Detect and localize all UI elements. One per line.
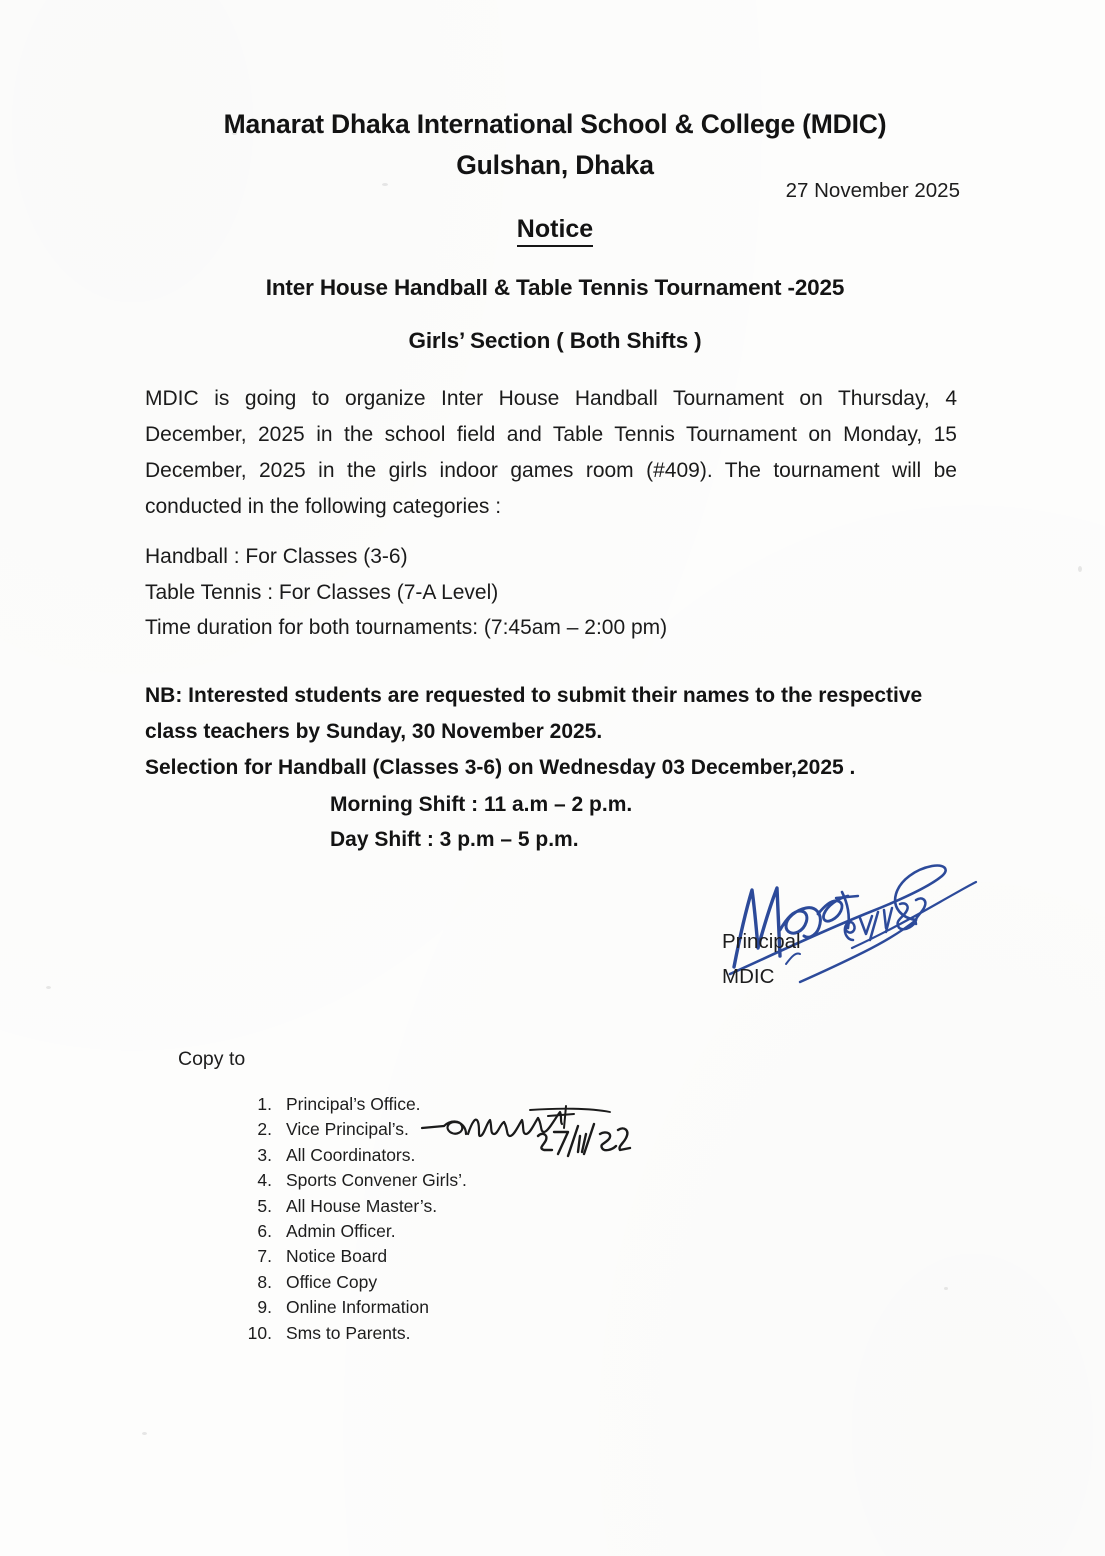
- nb-note: [145, 678, 960, 786]
- list-item-number: 1.: [257, 1094, 272, 1114]
- category-list: [145, 539, 957, 646]
- organization-name: Manarat Dhaka International School & College (MDIC): [223, 109, 887, 139]
- category-handball: Handball : For Classes (3-6): [145, 545, 408, 568]
- day-shift-line: Day Shift : 3 p.m – 5 p.m.: [330, 828, 579, 851]
- organization-header: [140, 104, 970, 186]
- list-item-label: Sms to Parents.: [286, 1322, 411, 1343]
- list-item-number: 8.: [257, 1271, 272, 1292]
- nb-submission-line: NB: Interested students are requested to submit their names to the respective class teachers by Sunday, 30 November 2025.: [145, 684, 923, 743]
- list-item-label: Vice Principal’s.: [286, 1119, 409, 1140]
- scan-speck: [46, 986, 51, 989]
- list-item-number: 5.: [257, 1195, 272, 1216]
- morning-shift-line: Morning Shift : 11 a.m – 2 p.m.: [330, 793, 633, 816]
- nb-selection-line: Selection for Handball (Classes 3-6) on Wednesday 03 December,2025 .: [145, 756, 856, 779]
- principal-signature-block: [700, 852, 1000, 1012]
- list-item-label: Sports Convener Girls’.: [286, 1170, 467, 1191]
- list-item-number: 2.: [257, 1119, 272, 1140]
- signature-title: Principal: [722, 930, 801, 953]
- list-item: [232, 1143, 652, 1168]
- list-item: [232, 1295, 652, 1320]
- list-item: [232, 1219, 652, 1244]
- notice-date: 27 November 2025: [785, 179, 960, 202]
- list-item: [232, 1321, 652, 1346]
- list-item: [232, 1270, 652, 1295]
- list-item-label: Notice Board: [286, 1246, 388, 1267]
- scan-speck: [944, 1287, 948, 1290]
- list-item-number: 7.: [257, 1246, 272, 1267]
- list-item-label: Admin Officer.: [286, 1221, 396, 1242]
- category-time-duration: Time duration for both tournaments: (7:45am – 2:00 pm): [145, 616, 668, 639]
- list-item-number: 9.: [257, 1297, 272, 1318]
- list-item-number: 3.: [257, 1144, 272, 1165]
- copy-to-label: Copy to: [178, 1048, 246, 1070]
- scan-speck: [1078, 566, 1082, 572]
- list-item-label: All House Master’s.: [286, 1195, 438, 1216]
- copy-to-list: [232, 1092, 652, 1346]
- list-item-number: 10.: [247, 1322, 272, 1343]
- list-item-label: Online Information: [286, 1297, 429, 1318]
- list-item-label: Principal’s Office.: [286, 1094, 421, 1114]
- body-paragraph: MDIC is going to organize Inter House Handball Tournament on Thursday, 4 December, 2025 in the school field and Table Tennis Tournament on Monday, 15 December, 2025 in the girls indoor games room (#409). The tournament will be conducted in the following categories :: [145, 387, 957, 518]
- list-item: [232, 1092, 652, 1117]
- category-table-tennis: Table Tennis : For Classes (7-A Level): [145, 580, 499, 604]
- list-item-label: Office Copy: [286, 1271, 378, 1292]
- section-subtitle: Girls’ Section ( Both Shifts ): [408, 328, 702, 353]
- list-item: [232, 1194, 652, 1219]
- list-item-number: 6.: [257, 1221, 272, 1242]
- list-item-number: 4.: [257, 1170, 272, 1191]
- scan-speck: [142, 1432, 147, 1435]
- list-item: [232, 1117, 652, 1142]
- list-item: [232, 1168, 652, 1193]
- list-item-label: All Coordinators.: [286, 1144, 416, 1165]
- shift-timings: [330, 787, 930, 857]
- list-item: [232, 1244, 652, 1269]
- signature-institution: MDIC: [722, 965, 775, 988]
- organization-location: Gulshan, Dhaka: [456, 150, 654, 180]
- tournament-subtitle: Inter House Handball & Table Tennis Tournament -2025: [265, 275, 845, 300]
- notice-heading: Notice: [517, 215, 593, 247]
- notice-heading-wrap: [140, 215, 970, 247]
